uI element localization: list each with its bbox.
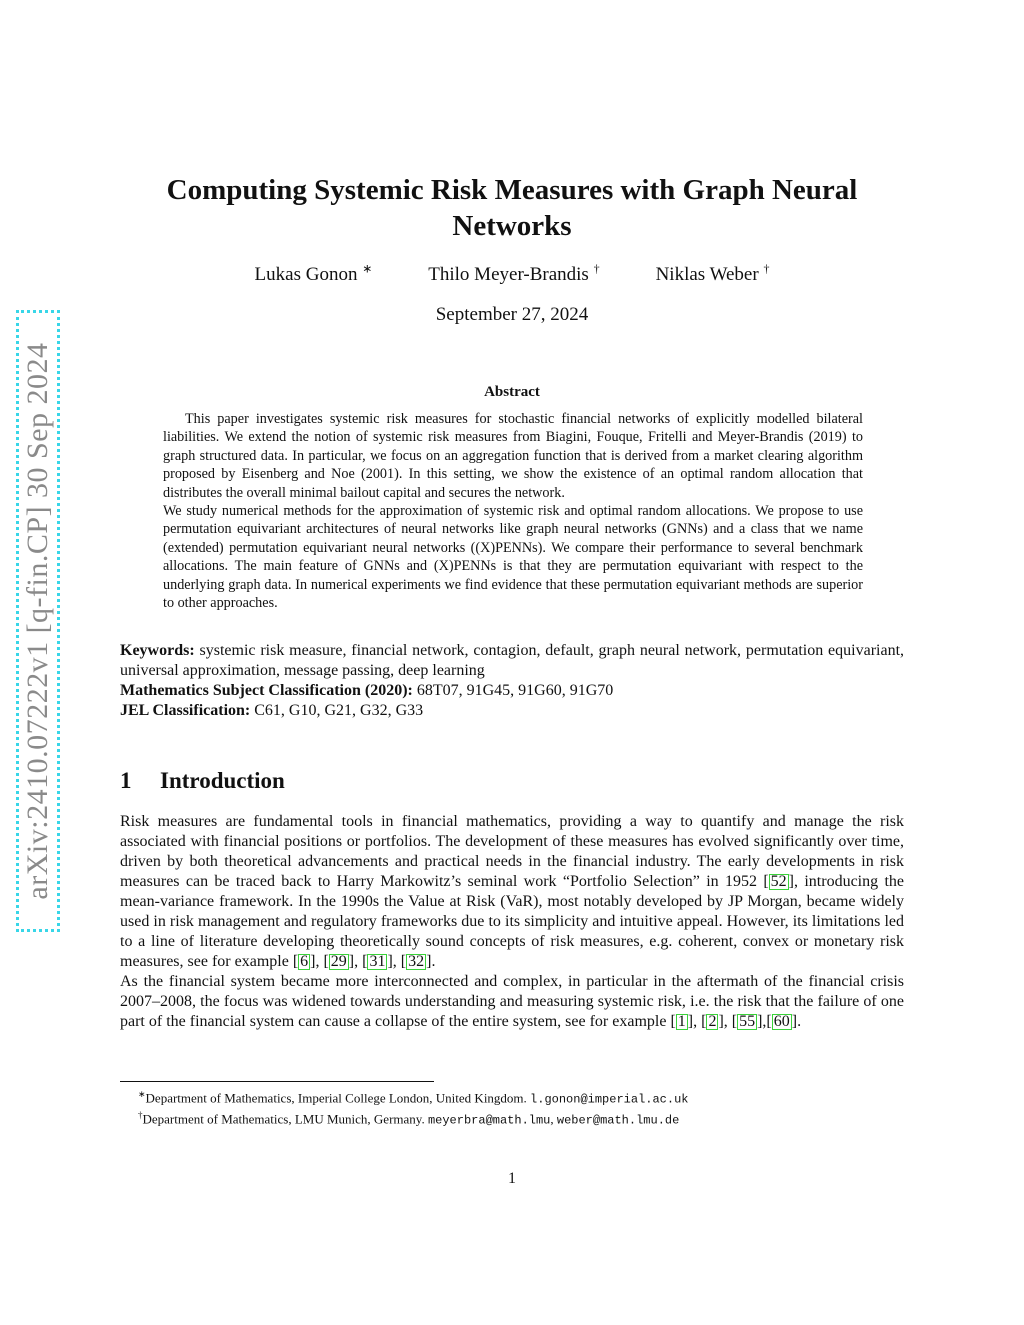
footnotes <box>120 1086 904 1129</box>
abstract-body <box>163 410 863 612</box>
msc-line <box>120 681 904 701</box>
footnote: ∗Department of Mathematics, Imperial College London, United Kingdom. l.gonon@imperial.ac.uk <box>138 1089 689 1107</box>
body-paragraph: Risk measures are fundamental tools in financial mathematics, providing a way to quantify and manage the risk associated with financial positions or portfolios. The development of these measures has evolved significantly over time, driven by both theoretical advancements and practical needs in the financial industry. The early developments in risk measures can be traced back to Harry Markowitz’s seminal work “Portfolio Selection” in 1952 [ 52 ], introducing the mean-variance framework. In the 1990s the Value at Risk (VaR), most notably developed by JP Morgan, became widely used in risk management and regulatory frameworks due to its simplicity and intuitive appeal. However, its limitations led to a line of literature developing theoretically sound concepts of risk measures, e.g. coherent, convex or monetary risk measures, see for example [ 6 ], [ 29 ], [ 31 ], [ 32 ]. <box>120 813 905 970</box>
abstract-heading: Abstract <box>484 384 540 400</box>
citation-link[interactable]: 2 <box>708 1013 717 1030</box>
email-link[interactable]: weber@math.lmu.de <box>556 1113 680 1128</box>
page-number: 1 <box>508 1170 516 1187</box>
citation-link[interactable]: 52 <box>770 873 787 890</box>
citation-link[interactable]: 1 <box>677 1013 686 1030</box>
email-link[interactable]: meyerbra@math.lmu <box>427 1113 551 1128</box>
body-paragraph: As the financial system became more interconnected and complex, in particular in the aftermath of the financial crisis 2007–2008, the focus was widened towards understanding and measuring systemic risk, i.e. the risk that the failure of one part of the financial system can cause a collapse of the entire system, see for example [ 1 ], [ 2 ], [ 55 ],[ 60 ]. <box>120 973 904 1030</box>
jel-text: C61, G10, G21, G32, G33 <box>254 702 424 719</box>
section-heading <box>120 768 285 794</box>
author-footnote-mark[interactable]: † <box>763 261 770 276</box>
paper-title: Computing Systemic Risk Measures with Graph Neural Networks <box>166 174 858 242</box>
abstract-paragraph: We study numerical methods for the approximation of systemic risk and optimal random allocations. We propose to use permutation equivariant architectures of neural networks like graph neural networks (GNNs) and a class that we name (extended) permutation equivariant neural networks ((X)PENNs). We compare their performance to several benchmark allocations. The main feature of GNNs and (X)PENNs is that they are permutation equivariant with respect to the underlying graph data. In numerical experiments we find evidence that these permutation equivariant methods are superior to other approaches. <box>163 503 863 612</box>
msc-label: Mathematics Subject Classification (2020): <box>120 682 413 699</box>
abstract-paragraph: This paper investigates systemic risk measures for stochastic financial networks of explicitly modelled bilateral liabilities. We extend the notion of systemic risk measures from Biagini, Fouque, Fritelli and Meyer-Brandis (2019) to graph structured data. In particular, we focus on an aggregation function that is derived from a market clearing algorithm proposed by Eisenberg and Noe (2001). In this setting, we show the existence of an optimal random allocation that distributes the overall minimal bailout capital and secures the network. <box>163 411 863 501</box>
author-footnote-mark[interactable]: † <box>593 261 600 276</box>
footnote: †Department of Mathematics, LMU Munich, Germany. meyerbra@math.lmu, weber@math.lmu.de <box>138 1110 680 1128</box>
author-footnote-mark[interactable]: ∗ <box>362 261 373 276</box>
arxiv-stamp[interactable] <box>16 310 60 932</box>
jel-line <box>120 701 904 721</box>
jel-label: JEL Classification: <box>120 702 251 719</box>
keywords-line <box>120 641 904 681</box>
citation-link[interactable]: 29 <box>330 953 347 970</box>
section-number: 1 <box>120 768 132 793</box>
citation-link[interactable]: 60 <box>773 1013 790 1030</box>
author: Niklas Weber † <box>655 261 770 285</box>
author: Thilo Meyer-Brandis † <box>428 261 600 285</box>
paper-metadata <box>120 641 904 721</box>
citation-link[interactable]: 55 <box>739 1013 756 1030</box>
citation-link[interactable]: 31 <box>369 953 386 970</box>
footnote-divider <box>120 1081 434 1082</box>
msc-text: 68T07, 91G45, 91G60, 91G70 <box>416 682 614 699</box>
email-link[interactable]: l.gonon@imperial.ac.uk <box>530 1092 689 1107</box>
arxiv-stamp-text: arXiv:2410.07222v1 [q-fin.CP] 30 Sep 2024 <box>21 342 54 900</box>
citation-link[interactable]: 6 <box>300 953 309 970</box>
section-title: Introduction <box>160 768 285 793</box>
keywords-label: Keywords: <box>120 642 195 659</box>
paper-date: September 27, 2024 <box>435 304 589 325</box>
author: Lukas Gonon ∗ <box>254 261 373 285</box>
citation-link[interactable]: 32 <box>408 953 425 970</box>
introduction-body <box>120 812 904 1032</box>
author-list <box>120 261 904 286</box>
keywords-text: systemic risk measure, financial network, contagion, default, graph neural network, permutation equivariant, universal approximation, message passing, deep learning <box>120 642 905 679</box>
